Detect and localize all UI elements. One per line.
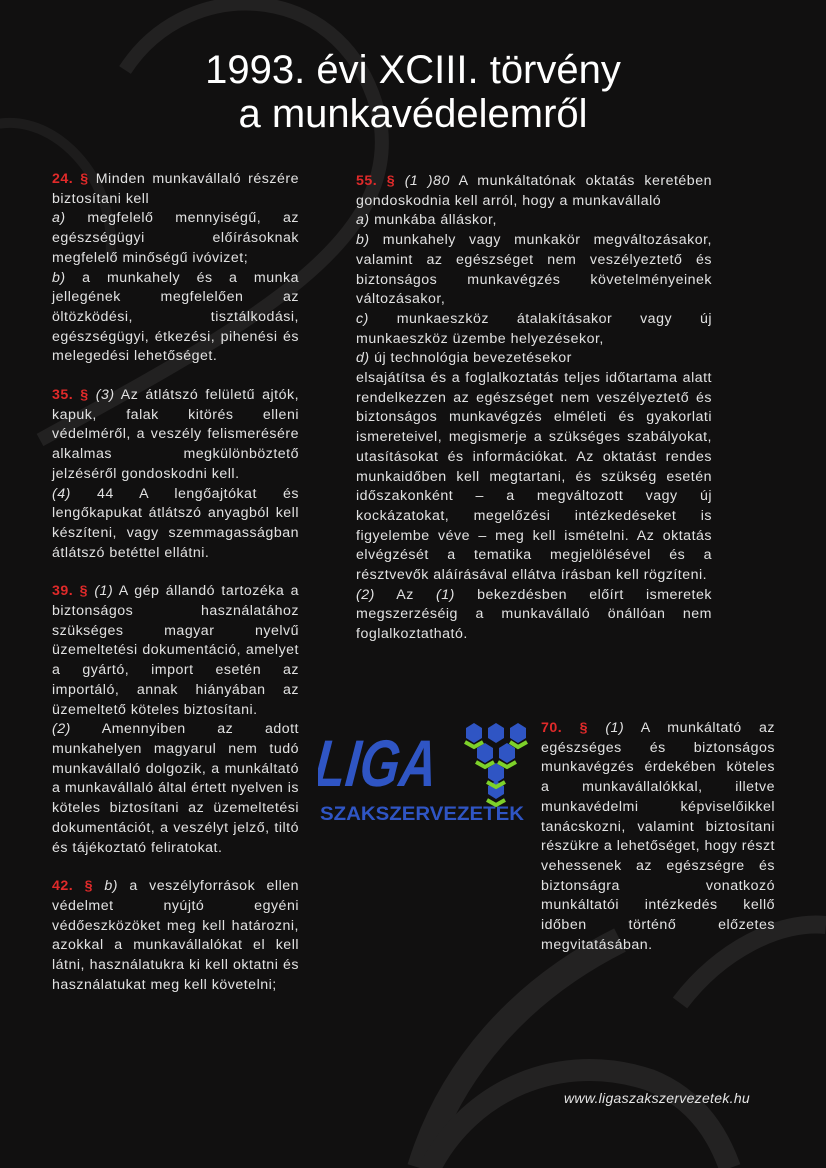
logo-sub-text: SZAKSZERVEZETEK xyxy=(320,804,525,825)
website-link[interactable]: www.ligaszakszervezetek.hu xyxy=(564,1090,750,1106)
paragraph-label: (3) xyxy=(95,387,115,404)
paragraph-text: bekezdésben előírt ismeretek megszerzéséig a munkavállaló önállóan nem foglalkoztatható. xyxy=(356,586,712,643)
section-number: 55. § xyxy=(356,173,396,189)
paragraph-label: (1 )80 xyxy=(404,173,450,189)
point-label: d) xyxy=(356,350,370,367)
point-text: munkába álláskor, xyxy=(369,212,497,229)
paragraph-text: Amennyiben az adott munkahelyen magyarul nem tudó munkavállaló dolgozik, a munkáltató a munkavállaló által értett nyelven is köteles biztosítani az üzemeltetési dokumentációt, a veszélyt jelző, tiltó és tájékoztató feliratokat. xyxy=(52,721,299,856)
continuation-text: elsajátítsa és a foglalkoztatás teljes időtartama alatt rendelkezzen az egészséget nem veszélyeztető és biztonságos munkavégzés elméleti és gyakorlati ismereteivel, megismerje a szükséges szabályokat, utasításokat és információkat. Az oktatást rendes munkaidőben kell megtartani, és szükség esetén időszakonként – a megváltozott vagy új kockázatokat, megelőzési intézkedéseket is figyelembe véve – meg kell ismételni. Az oktatás elvégzését a tematika megjelölésével és a résztvevők aláírásával ellátva írásban kell rögzíteni. xyxy=(356,370,712,584)
paragraph-label: (1) xyxy=(605,720,625,736)
section-number: 24. § xyxy=(52,171,89,187)
left-column xyxy=(52,170,299,1014)
paragraph-label: (2) xyxy=(52,721,71,738)
section-number: 39. § xyxy=(52,583,88,600)
point-text: munkahely vagy munkakör megváltozásakor, valamint az egészséget nem veszélyeztető és biztonságos munkavégzés követelményeinek változásakor, xyxy=(356,232,712,308)
right-column xyxy=(356,172,712,664)
paragraph-text: A munkáltatónak oktatás keretében gondoskodnia kell arról, hogy a munkavállaló xyxy=(356,173,712,209)
title-line-2: a munkavédelemről xyxy=(238,92,588,136)
section-39 xyxy=(52,582,299,858)
paragraph-text: Az xyxy=(374,586,437,603)
section-24 xyxy=(52,170,299,367)
section-35 xyxy=(52,386,299,563)
section-70-column xyxy=(541,719,775,974)
section-number: 42. § xyxy=(52,878,93,895)
point-text: a veszélyforrások ellen védelmet nyújtó egyéni védőeszközöket meg kell határozni, azokkal a munkavállalókat el kell látni, használatukra ki kell oktatni és használatukat meg kell követelni; xyxy=(52,878,299,993)
point-text: a munkahely és a munka jellegének megfelelően az öltözködési, tisztálkodási, egészségügyi, étkezési, pihenési és melegedési lehetőséget. xyxy=(52,269,299,365)
logo-main-text: LIGA xyxy=(318,727,477,801)
liga-logo xyxy=(318,716,528,826)
point-label: a) xyxy=(52,210,66,227)
grape-hexagon-icon xyxy=(465,723,527,805)
page-title xyxy=(0,48,826,136)
section-number: 35. § xyxy=(52,387,89,404)
paragraph-text: 44 A lengőajtókat és lengőkapukat átlátszó anyagból kell készíteni, vagy szemmagasságban átlátszó betéttel ellátni. xyxy=(52,485,299,561)
paragraph-reference: (1) xyxy=(436,586,455,603)
paragraph-text: Az átlátszó felületű ajtók, kapuk, falak kitörés elleni védelméről, a veszély felismerésére alkalmas megkülönböztető jelzéséről gondoskodni kell. xyxy=(52,387,300,482)
title-line-1: 1993. évi XCIII. törvény xyxy=(205,48,621,92)
paragraph-text: A gép állandó tartozéka a biztonságos használatához szükséges magyar nyelvű üzemeltetési dokumentáció, amelyet a gyártó, import esetén az importáló, annak hiányában az üzemeltető köteles biztosítani. xyxy=(52,583,299,718)
section-text: Minden munkavállaló részére biztosítani kell xyxy=(52,171,299,207)
point-label: b) xyxy=(356,232,370,249)
paragraph-label: (1) xyxy=(94,583,114,600)
paragraph-label: (2) xyxy=(356,586,375,603)
paragraph-label: (4) xyxy=(52,485,71,502)
decorative-numeral-6-inner xyxy=(430,1070,730,1168)
point-text: megfelelő mennyiségű, az egészségügyi előírásoknak megfelelő minőségű ivóvizet; xyxy=(52,210,299,266)
point-label: a) xyxy=(356,212,370,229)
section-42 xyxy=(52,877,299,995)
point-text: új technológia bevezetésekor xyxy=(369,350,572,367)
paragraph-text: A munkáltató az egészséges és biztonságos munkavégzés érdekében köteles a munkavállalókkal, illetve munkavédelmi képviselőikkel tanácskozni, valamint biztosítani részükre a lehetőséget, hogy részt vehessenek az egészségre és biztonságra vonatkozó munkáltatói intézkedés kellő időben történő előzetes megvitatásában. xyxy=(541,720,775,953)
section-70 xyxy=(541,719,775,955)
section-55 xyxy=(356,172,712,645)
point-label: b) xyxy=(52,269,66,286)
point-text: munkaeszköz átalakításakor vagy új munkaeszköz üzembe helyezésekor, xyxy=(356,310,712,347)
section-number: 70. § xyxy=(541,720,588,736)
point-label: b) xyxy=(104,878,118,895)
point-label: c) xyxy=(356,310,369,327)
